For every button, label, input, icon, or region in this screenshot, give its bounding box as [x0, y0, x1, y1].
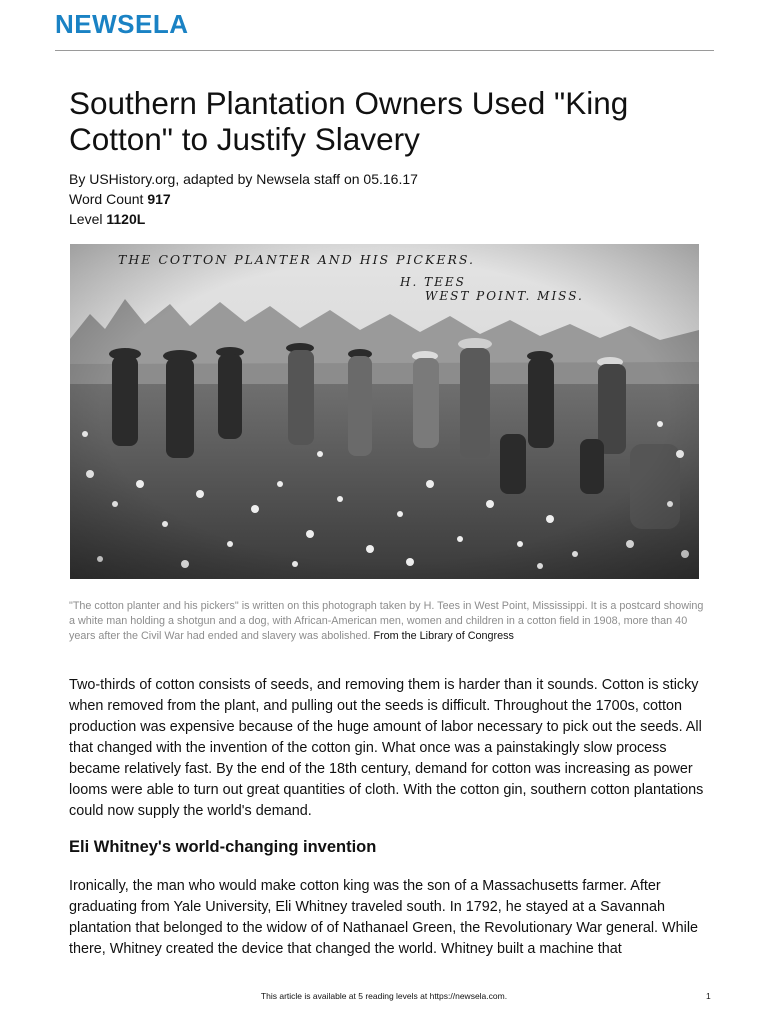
article-photo: [70, 244, 699, 579]
caption-text: "The cotton planter and his pickers" is written on this photograph taken by H. Tees in West Point, Mississippi. It is a postcard showing a white man holding a shotgun and a dog, with African-American men, women and children in a cotton field in 1908, more than 40 years after the Civil War had ended and slavery was abolished.: [69, 600, 704, 642]
word-count: [69, 189, 418, 209]
reading-level-label: Level: [69, 211, 103, 227]
article-meta: [69, 169, 418, 229]
photo-inscription-photographer: H. TEES: [400, 275, 466, 289]
section-heading: Eli Whitney's world-changing invention: [69, 838, 377, 856]
word-count-value: 917: [147, 191, 171, 207]
reading-level-value: 1120L: [106, 211, 146, 227]
newsela-logo[interactable]: NEWSELA: [55, 9, 189, 39]
paragraph-2: Ironically, the man who would make cotton king was the son of a Massachusetts farmer. After graduating from Yale University, Eli Whitney traveled south. In 1792, he stayed at a Savannah plantation that belonged to the widow of of Nathanael Green, the Revolutionary War general. While there, Whitney created the device that changed the world. Whitney built a machine that: [69, 878, 699, 957]
cotton-field-photograph: [70, 244, 699, 579]
footer-availability: This article is available at 5 reading levels at https://newsela.com.: [260, 991, 508, 1001]
caption-credit: From the Library of Congress: [373, 630, 514, 642]
paragraph-1: Two-thirds of cotton consists of seeds, and removing them is harder than it sounds. Cotton is sticky when removed from the plant, and pulling out the seeds is difficult. Throughout the 1700s, cotton production was expensive because of the huge amount of labor necessary to pick out the seeds. All that changed with the invention of the cotton gin. What once was a painstakingly slow process became relatively fast. By the end of the 18th century, demand for cotton was increasing as power looms were able to turn out great quantities of cloth. With the cotton gin, southern cotton plantations could now supply the world's demand.: [69, 677, 704, 819]
byline: By USHistory.org, adapted by Newsela staff on 05.16.17: [69, 171, 418, 187]
photo-inscription-location: WEST POINT. MISS.: [425, 289, 584, 303]
photo-inscription-title: THE COTTON PLANTER AND HIS PICKERS.: [118, 252, 475, 267]
header-divider: [55, 50, 714, 51]
reading-level: [69, 209, 418, 229]
article-title: Southern Plantation Owners Used "King Cotton" to Justify Slavery: [69, 85, 629, 157]
word-count-label: Word Count: [69, 191, 144, 207]
page-number: 1: [706, 991, 711, 1001]
photo-caption: [69, 599, 709, 644]
